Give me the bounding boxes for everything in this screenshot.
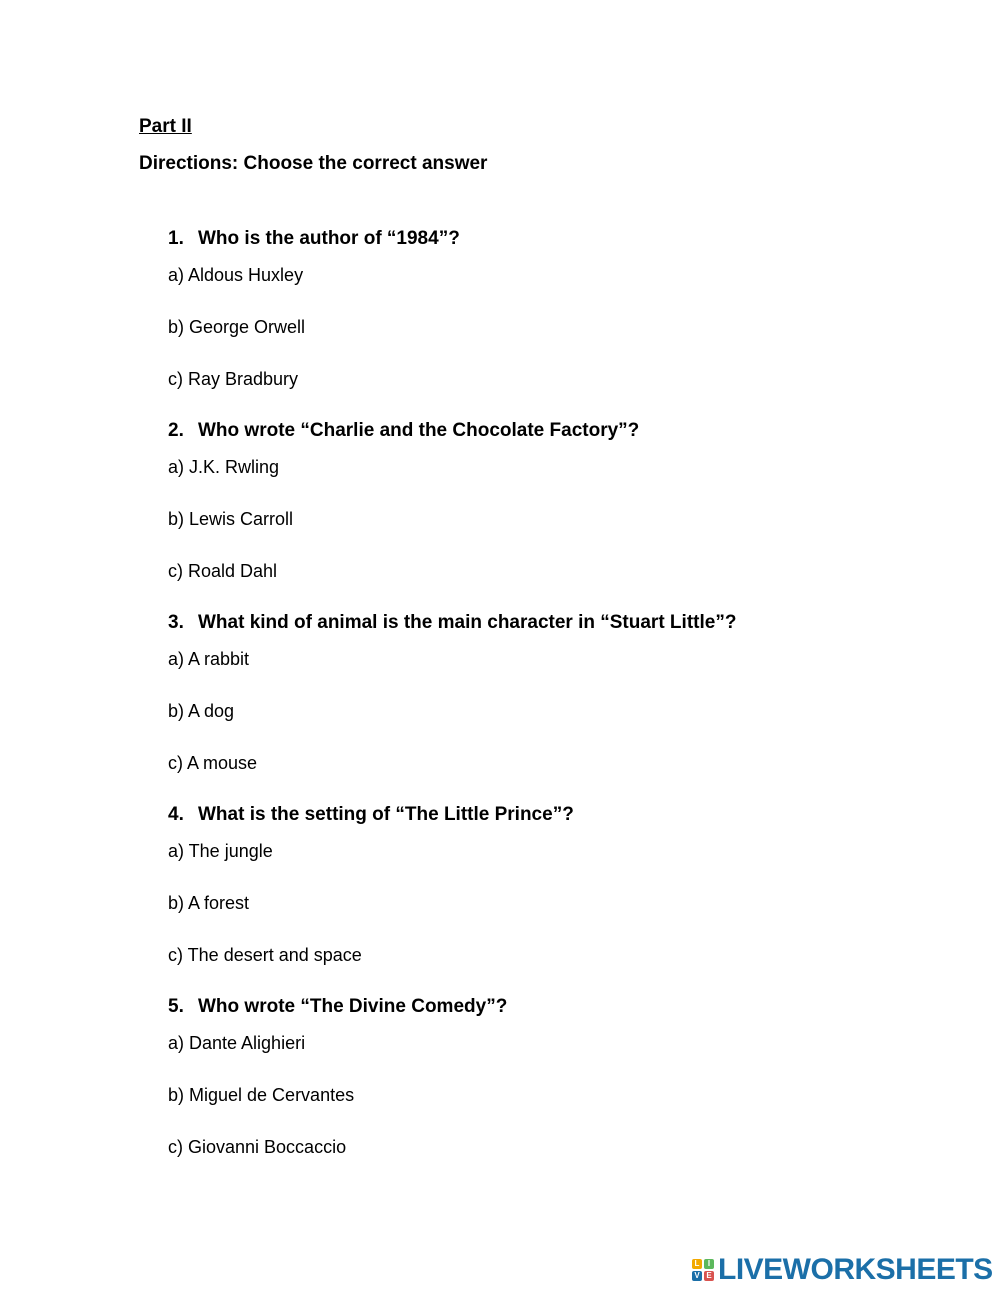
question-number: 4. <box>168 804 184 825</box>
question-block-4 <box>168 803 968 965</box>
question-number: 3. <box>168 612 184 633</box>
logo-mark-letter: V <box>692 1271 702 1281</box>
liveworksheets-logo <box>692 1254 993 1286</box>
question-4 <box>168 803 968 827</box>
question-block-2 <box>168 419 968 581</box>
answer-option[interactable]: a) The jungle <box>168 841 273 861</box>
question-text: What kind of animal is the main character in “Stuart Little”? <box>198 612 737 633</box>
logo-mark-letter: I <box>704 1259 714 1269</box>
answer-option[interactable]: a) Aldous Huxley <box>168 265 304 285</box>
answer-option[interactable]: b) A dog <box>168 701 235 721</box>
logo-mark-letter: E <box>704 1271 714 1281</box>
question-1 <box>168 227 968 251</box>
question-text: Who wrote “The Divine Comedy”? <box>198 996 508 1017</box>
answer-option[interactable]: a) A rabbit <box>168 649 250 669</box>
question-3 <box>168 611 968 635</box>
logo-mark-letter: L <box>692 1259 702 1269</box>
part-title: Part II <box>139 116 192 137</box>
question-text: Who is the author of “1984”? <box>198 228 460 249</box>
question-block-1 <box>168 227 968 389</box>
answer-option[interactable]: c) Giovanni Boccaccio <box>168 1137 347 1157</box>
question-5 <box>168 995 968 1019</box>
answer-option[interactable]: c) The desert and space <box>168 945 362 965</box>
question-number: 5. <box>168 996 184 1017</box>
answer-option[interactable]: b) Lewis Carroll <box>168 509 294 529</box>
logo-mark-icon <box>692 1259 714 1281</box>
question-text: Who wrote “Charlie and the Chocolate Factory”? <box>198 420 640 441</box>
question-block-5 <box>168 995 968 1157</box>
answer-option[interactable]: c) Ray Bradbury <box>168 369 299 389</box>
question-2 <box>168 419 968 443</box>
answer-option[interactable]: b) Miguel de Cervantes <box>168 1085 355 1105</box>
answer-option[interactable]: a) Dante Alighieri <box>168 1033 306 1053</box>
question-number: 1. <box>168 228 184 249</box>
directions-text: Directions: Choose the correct answer <box>139 153 488 174</box>
answer-option[interactable]: c) Roald Dahl <box>168 561 278 581</box>
question-text: What is the setting of “The Little Prince”? <box>198 804 574 825</box>
answer-option[interactable]: b) A forest <box>168 893 250 913</box>
answer-option[interactable]: c) A mouse <box>168 753 258 773</box>
question-number: 2. <box>168 420 184 441</box>
question-block-3 <box>168 611 968 773</box>
logo-text: LIVEWORKSHEETS <box>718 1253 993 1286</box>
answer-option[interactable]: a) J.K. Rwling <box>168 457 280 477</box>
answer-option[interactable]: b) George Orwell <box>168 317 306 337</box>
